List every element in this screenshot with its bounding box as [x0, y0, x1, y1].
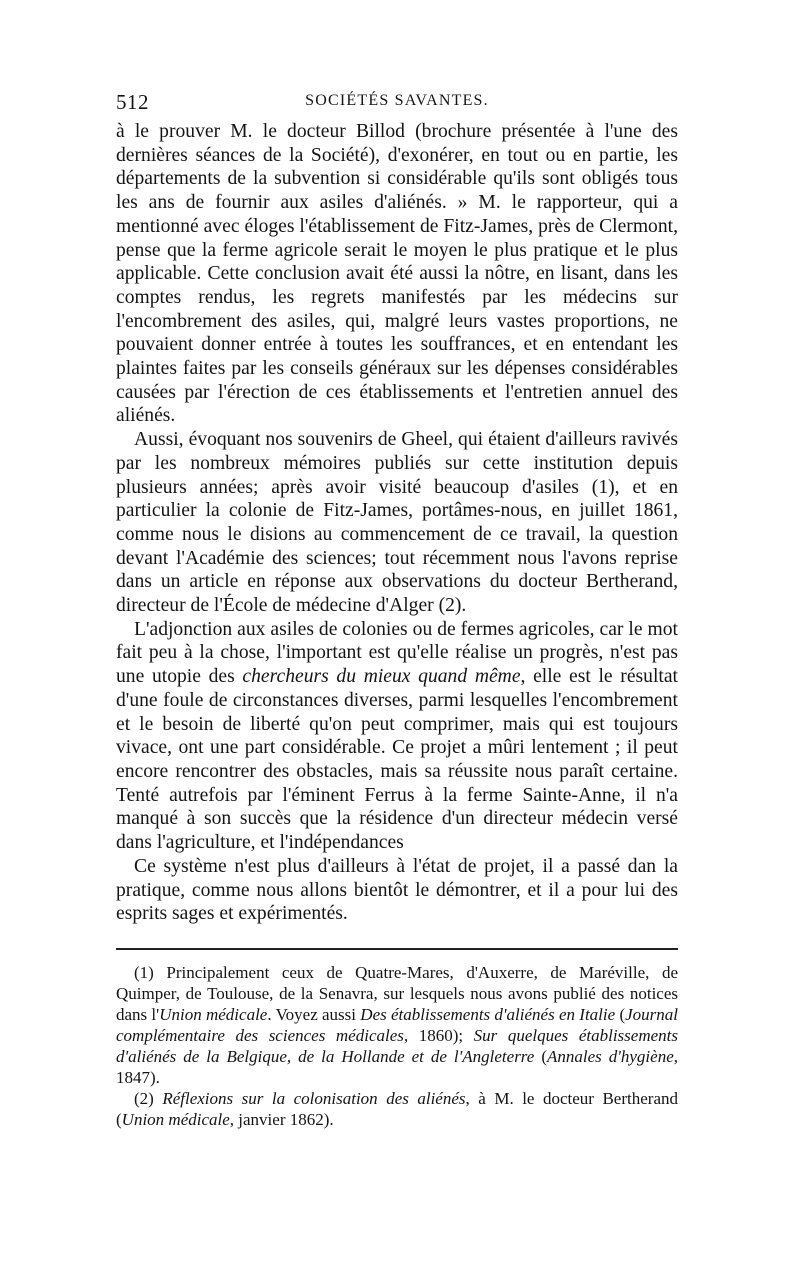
text-run: , 1847).: [116, 1046, 678, 1087]
text-run: (: [615, 1004, 626, 1024]
italic-phrase: Union médicale: [121, 1109, 230, 1129]
text-run: , à M. le docteur Bertherand (: [116, 1088, 678, 1129]
italic-phrase: Annales d'hygiène: [547, 1046, 674, 1066]
paragraph: à le prouver M. le docteur Billod (brochure présentée à l'une des dernières séances de la Société), d'exonérer, en tout ou en partie, les départements de la subvention si considérable qu'ils sont obligés tous les ans de fournir aux asiles d'aliénés. » M. le rapporteur, qui a mentionné avec éloges l'établissement de Fitz-James, près de Clermont, pense que la ferme agricole serait le moyen le plus pratique et le plus applicable. Cette conclusion avait été aussi la nôtre, en lisant, dans les comptes rendus, les regrets manifestés par les médecins sur l'encombrement des asiles, qui, malgré leurs vastes proportions, ne pouvaient donner entrée à toutes les souffrances, et en entendant les plaintes faites par les conseils généraux sur les dépenses considérables causées par l'érection de ces établissements et l'entretien annuel des aliénés.: [116, 121, 678, 427]
running-title: SOCIÉTÉS SAVANTES.: [305, 92, 489, 109]
text-run: L'adjonction aux asiles de colonies ou de fermes agricoles, car le mot fait peu à la chose, l'important est qu'elle réalise un progrès, n'est pas une utopie des: [116, 618, 678, 688]
italic-phrase: Des établissements d'aliénés en Italie: [360, 1004, 616, 1024]
italic-phrase: Sur quelques établissements d'aliénés de la Belgique, de la Hollande et de l'Angleterre: [116, 1025, 678, 1066]
text-run: . Voyez aussi: [267, 1004, 361, 1024]
paragraph: [116, 618, 678, 855]
main-text: [116, 120, 678, 926]
page-header: [116, 86, 678, 120]
text-run: (2): [134, 1088, 163, 1108]
text-run: (: [534, 1046, 547, 1066]
page-number: 512: [116, 90, 149, 114]
text-run: , janvier 1862).: [229, 1109, 334, 1129]
italic-phrase: chercheurs du mieux quand même: [242, 666, 521, 688]
italic-phrase: Journal complémentaire des sciences médicales: [116, 1004, 679, 1045]
footnotes: [116, 962, 678, 1130]
footnote-2: [116, 1088, 678, 1130]
text-run: , 1860);: [403, 1025, 474, 1045]
footnote-1: [116, 962, 678, 1088]
italic-phrase: Réflexions sur la colonisation des aliénés: [162, 1088, 466, 1108]
paragraph: Ce système n'est plus d'ailleurs à l'état de projet, il a passé dan la pratique, comme nous allons bientôt le démontrer, et il a pour lui des esprits sages et expérimentés.: [116, 855, 678, 925]
text-run: , elle est le résultat d'une foule de circonstances diverses, parmi lesquelles l'encombrement et le besoin de liberté qu'on peut comprimer, mais qui est toujours vivace, ont une part considérable. Ce projet a mûri lentement ; il peut encore rencontrer des obstacles, mais sa réussite nous paraît certaine. Tenté autrefois par l'éminent Ferrus à la ferme Sainte-Anne, il n'a manqué à son succès que la résidence d'un directeur médecin versé dans l'agriculture, et l'indépendances: [116, 666, 678, 854]
paragraph: Aussi, évoquant nos souvenirs de Gheel, qui étaient d'ailleurs ravivés par les nombreux mémoires publiés sur cette institution depuis plusieurs années; après avoir visité beaucoup d'asiles (1), et en particulier la colonie de Fitz-James, portâmes-nous, en juillet 1861, comme nous le disions au commencement de ce travail, la question devant l'Académie des sciences; tout récemment nous l'avons reprise dans un article en réponse aux observations du docteur Bertherand, directeur de l'École de médecine d'Alger (2).: [116, 429, 678, 617]
text-run: (1) Principalement ceux de Quatre-Mares, d'Auxerre, de Maréville, de Quimper, de Toulouse, de la Senavra, sur lesquels nous avons publié des notices dans l': [116, 962, 678, 1024]
book-page: [116, 86, 678, 1130]
footnote-separator: [116, 948, 678, 950]
italic-phrase: Union médicale: [159, 1004, 268, 1024]
